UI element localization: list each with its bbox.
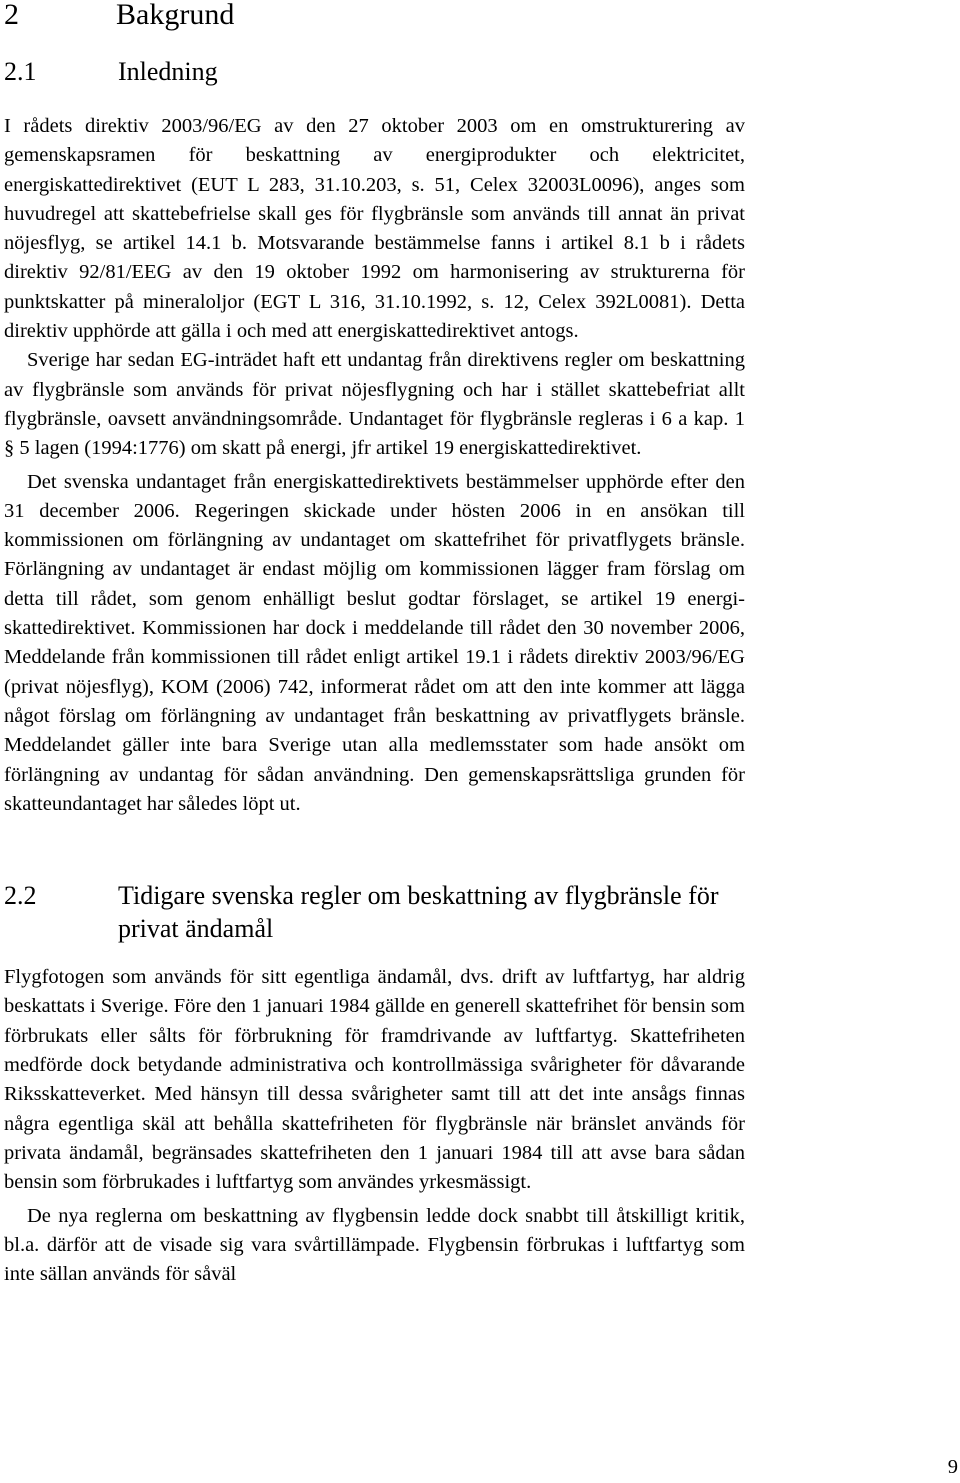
section-number: 2.1 — [4, 57, 37, 86]
section-title: Inledning — [118, 57, 218, 86]
paragraph: Sverige har sedan EG-inträdet haft ett undantag från direktivens regler om beskattning av flygbränsle som används för privat nöjesflygning och har i stället skattebefriat allt flygbränsle, oavsett användningsområde. Undantaget för flygbränsle regleras i 6 a kap. 1 § 5 lagen (1994:1776) om skatt på energi, jfr artikel 19 energiskattedirektivet. — [4, 349, 745, 460]
section-heading-2-1 — [4, 55, 745, 88]
section-number: 2.2 — [4, 881, 37, 911]
chapter-number: 2 — [4, 0, 19, 31]
paragraph: De nya reglerna om beskattning av flygbensin ledde dock snabbt till åtskilligt kritik, bl.a. därför att de visade sig vara svårtillämpade. Flygbensin förbrukas i luftfartyg som inte sällan används för såväl — [4, 1204, 745, 1286]
paragraph: Flygfotogen som används för sitt egentliga ändamål, dvs. drift av luftfartyg, har aldrig beskattats i Sverige. Före den 1 januari 1984 gällde en generell skattefrihet för bensin som förbrukats eller sålts för förbrukning för framdrivande av luftfartyg. Skattefriheten medförde dock betydande administrativa och kontrollmässiga svårigheter för dåvarande Riksskatteverket. Med hänsyn till dessa svårigheter samt till att det inte ansågs finnas några egentliga skäl att behålla skattefriheten för flygbränsle när bränslet används för privata ändamål, begränsades skattefriheten den 1 januari 1984 till att avse bara sådan bensin som förbrukades i luftfartyg som användes yrkesmässigt. — [4, 966, 745, 1194]
paragraph: Det svenska undantaget från energiskattedirektivets bestämmelser upphörde efter den 31 december 2006. Regeringen skickade under hösten 2006 in en ansökan till kommissionen om förlängning av undantaget om skattefrihet för privatflygets bränsle. Förlängning av undantaget är endast möjlig om kommissionen lägger fram förslag om detta till rådet, som genom enhälligt beslut godtar förslaget, se artikel 19 energiskattedirektivet. Kommissionen har dock i meddelande till rådet den 30 november 2006, Meddelande från kommissionen till rådet enligt artikel 19.1 i rådets direktiv 2003/96/EG (privat nöjesflyg), KOM (2006) 742, informerat rådet om att den inte kommer att lägga något förslag om förlängning av undantaget från beskattning av privatflygets bränsle. Meddelandet gäller inte bara Sverige utan alla medlemsstater som hade ansökt om förlängning av undantag för sådan användning. Den gemenskapsrättsliga grunden för skatteundantaget har således löpt ut. — [4, 470, 745, 815]
chapter-heading — [4, 0, 745, 30]
document-page — [4, 0, 745, 1289]
section-heading-2-2 — [4, 879, 745, 945]
chapter-title: Bakgrund — [116, 0, 235, 31]
paragraph: I rådets direktiv 2003/96/EG av den 27 oktober 2003 om en omstrukturering av gemenskapsramen för beskattning av energiprodukter och elektricitet, energiskattedirektivet (EUT L 283, 31.10.203, s. 51, Celex 32003L0096), anges som huvudregel att skattebefrielse skall ges för flygbränsle som används till annat än privat nöjesflyg, se artikel 14.1 b. Motsvarande bestämmelse fanns i artikel 8.1 b i rådets direktiv 92/81/EEG av den 19 oktober 1992 om harmonisering av strukturerna för punktskatter på mineraloljor (EGT L 316, 31.10.1992, s. 12, Celex 392L0081). Detta direktiv upphörde att gälla i och med att energiskattedirektivet antogs. — [4, 115, 745, 343]
section-title: Tidigare svenska regler om beskattning av flygbränsle för privat ändamål — [118, 881, 719, 944]
page-number: 9 — [947, 1456, 958, 1478]
